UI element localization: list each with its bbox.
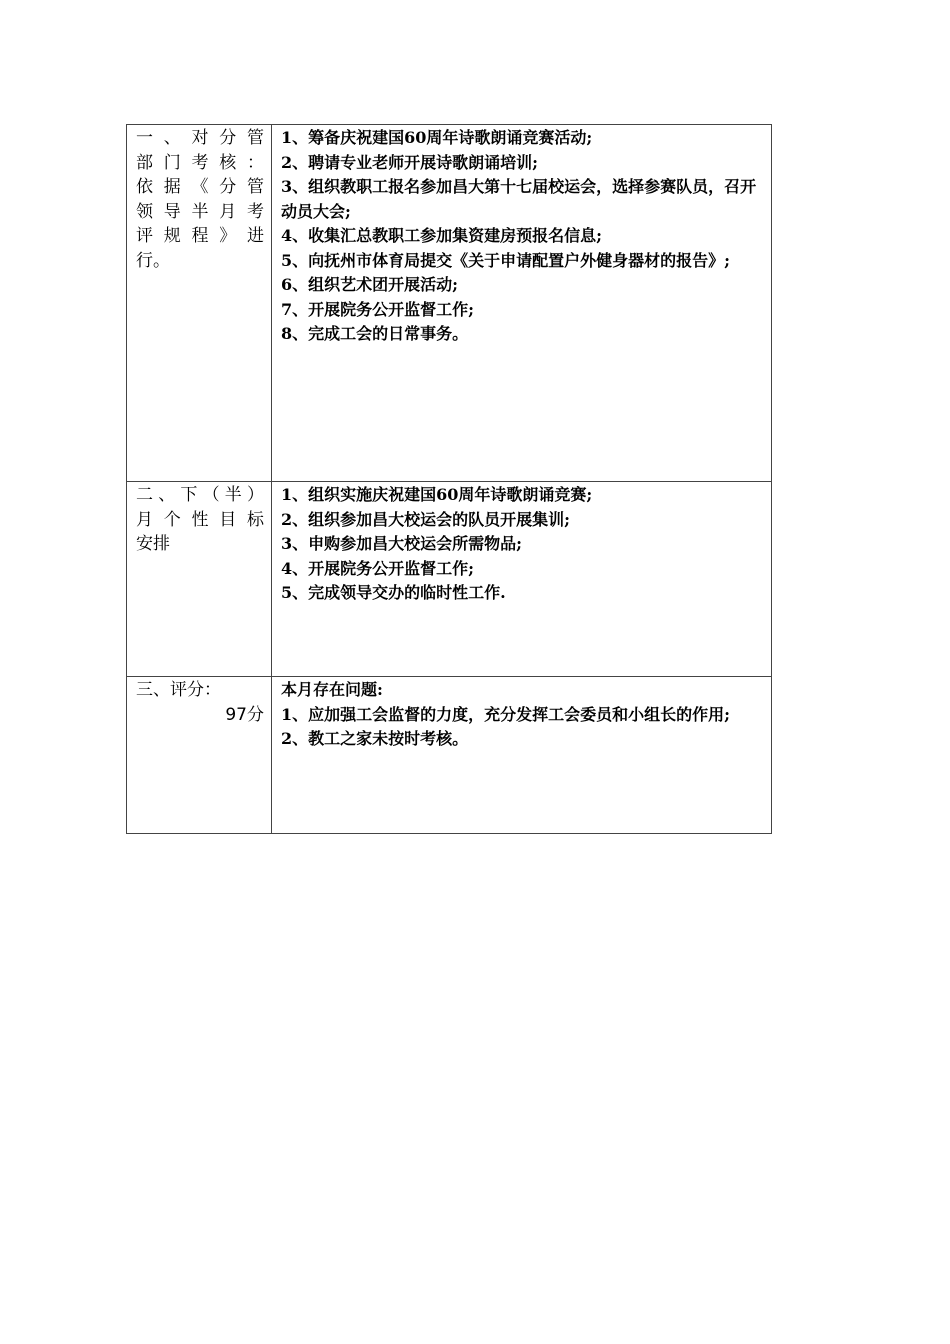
label-line: 安排 (136, 534, 170, 554)
row-label-next-targets (127, 482, 272, 677)
label-line: 评规程》进 (136, 226, 264, 246)
label-line: 部门考核： (136, 152, 264, 173)
list-item: 7、开展院务公开监督工作; (281, 299, 475, 319)
label-line: 一、对分管 (136, 128, 264, 148)
list-item: 5、完成领导交办的临时性工作. (281, 583, 506, 602)
list-item: 2、组织参加昌大校运会的队员开展集训; (281, 509, 571, 529)
list-item: 3、申购参加昌大校运会所需物品; (281, 534, 523, 553)
list-item: 4、开展院务公开监督工作; (281, 558, 475, 578)
list-item: 4、收集汇总教职工参加集资建房预报名信息; (281, 226, 603, 245)
list-item: 3、组织教职工报名参加昌大第十七届校运会，选择参赛队员，召开动员大会; (281, 177, 757, 221)
list-item: 8、完成工会的日常事务。 (281, 324, 469, 343)
table-row (127, 677, 772, 834)
row-label-score (127, 677, 272, 834)
table-row (127, 482, 772, 677)
table-row (127, 125, 772, 482)
list-item: 本月存在问题: (281, 680, 383, 699)
list-item: 1、组织实施庆祝建国60周年诗歌朗诵竞赛; (281, 485, 593, 504)
label-line: 月个性目标 (136, 509, 264, 530)
label-line: 行。 (136, 250, 170, 271)
label-line: 二、下（半） (136, 485, 264, 505)
label-line: 领导半月考 (136, 201, 264, 222)
list-item: 6、组织艺术团开展活动; (281, 275, 459, 294)
list-item: 2、聘请专业老师开展诗歌朗诵培训; (281, 152, 539, 172)
row-content-dept-assessment (272, 125, 772, 482)
score-value: 97分 (225, 704, 264, 725)
list-item: 1、筹备庆祝建国60周年诗歌朗诵竞赛活动; (281, 128, 593, 147)
row-label-dept-assessment (127, 125, 272, 482)
assessment-table (126, 124, 772, 834)
label-line: 三、评分： (136, 680, 221, 700)
row-content-issues (272, 677, 772, 834)
row-content-next-targets (272, 482, 772, 677)
list-item: 2、教工之家未按时考核。 (281, 729, 469, 748)
label-line: 依据《分管 (136, 177, 264, 197)
list-item: 1、应加强工会监督的力度，充分发挥工会委员和小组长的作用; (281, 704, 731, 724)
list-item: 5、向抚州市体育局提交《关于申请配置户外健身器材的报告》; (281, 250, 731, 270)
